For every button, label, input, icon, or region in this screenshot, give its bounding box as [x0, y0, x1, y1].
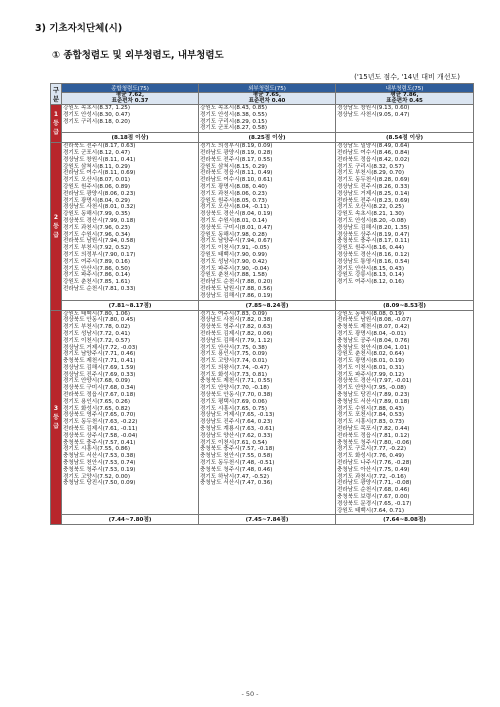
score-range: (8.18점 이상): [62, 133, 199, 143]
city-entry: 충청북도 충주시(7.57, -0.18): [200, 446, 275, 453]
score-range: (7.85~8.24점): [199, 300, 336, 310]
city-entry: 전라남도 순천시(7.81, 0.33): [63, 285, 136, 292]
city-entry: 경상북도 영주시(7.65, 0.70): [63, 412, 136, 419]
city-entry: 경상북도 안동시(7.80, 0.45): [63, 317, 136, 324]
city-entry: 경기도 수원시(7.96, 0.34): [63, 231, 131, 238]
city-entry: 충청남도 서산시(7.47, 0.36): [200, 480, 273, 487]
city-entry: 경상남도 김해시(7.69, 1.59): [63, 364, 136, 371]
city-entry: 경상남도 진주시(7.64, 0.23): [200, 419, 273, 426]
city-entry: 경기도 평택시(7.69, 0.06): [200, 398, 268, 405]
grade-label: 3 등 급: [51, 310, 62, 525]
grade-cell: [336, 105, 474, 133]
city-entry: 경기도 구리시(8.18, 0.20): [63, 118, 131, 125]
city-entry: 경상남도 거제시(7.65, -0.13): [200, 412, 275, 419]
city-entry: 경기도 용인시(7.65, 0.26): [63, 398, 131, 405]
city-entry: 강원도 동해시(7.98, 0.28): [200, 231, 268, 238]
city-entry: 강원도 태백시(7.64, 0.71): [337, 507, 405, 514]
city-entry: 강원도 원주시(8.16, 0.44): [337, 245, 405, 252]
city-entry: 경기도 동두천시(8.28, 0.69): [337, 177, 410, 184]
city-entry: 경기도 광명시(8.08, 0.40): [200, 183, 268, 190]
city-entry: 충청남도 공주시(8.04, 0.76): [337, 337, 410, 344]
city-entry: 전라남도 광양시(8.19, 0.28): [200, 149, 273, 156]
score-range: (8.25점 이상): [199, 133, 336, 143]
city-entry: 경기도 수원시(8.01, 0.14): [200, 217, 268, 224]
city-entry: 경기도 성남시(7.72, 0.41): [63, 330, 131, 337]
city-entry: 경기도 파주시(7.86, 0.14): [63, 272, 131, 279]
score-range: (7.45~7.84점): [199, 515, 336, 525]
city-entry: 충청남도 아산시(7.75, 0.49): [337, 466, 410, 473]
score-range: (7.81~8.17점): [62, 300, 199, 310]
range-row: [51, 300, 474, 310]
city-entry: 경기도 시흥시(7.83, 0.73): [337, 419, 405, 426]
city-entry: 전라남도 나주시(7.76, -0.28): [337, 460, 412, 467]
city-entry: 경상북도 경산시(8.16, 0.12): [337, 251, 410, 258]
city-entry: 강원도 춘천시(7.85, 1.61): [63, 279, 131, 286]
city-entry: 경기도 이천시(7.61, 0.54): [200, 439, 268, 446]
city-entry: 경기도 화성시(7.76, 0.49): [337, 453, 405, 460]
city-entry: 경기도 여주시(7.89, 0.16): [63, 258, 131, 265]
city-entry: 경기도 이천시(7.91, -0.05): [200, 245, 270, 252]
city-entry: 강원도 동해시(8.08, 0.19): [337, 310, 405, 317]
city-entry: 경상북도 구미시(7.68, 0.34): [63, 385, 136, 392]
city-entry: 경기도 구리시(8.32, 0.57): [337, 163, 405, 170]
city-entry: 충청남도 당진시(7.50, 0.09): [63, 480, 136, 487]
city-entry: 경기도 구로시(7.77, -0.22): [337, 446, 407, 453]
city-entry: 강원도 태백시(7.90, 0.99): [200, 251, 268, 258]
city-entry: 전라북도 전주시(8.23, 0.69): [337, 197, 410, 204]
city-entry: 경기도 오산시(8.22, 0.25): [337, 204, 405, 211]
city-entry: 충청남도 서산시(7.89, 0.18): [337, 398, 410, 405]
city-entry: 경상남도 김해시(8.20, 1.35): [337, 224, 410, 231]
city-entry: 경기도 안산시(7.86, 0.50): [63, 265, 131, 272]
city-entry: 경기도 의정부시(8.19, 0.09): [200, 143, 273, 150]
city-entry: 경기도 구리시(8.29, 0.15): [200, 118, 268, 125]
city-entry: 경기도 남양주시(7.94, 0.67): [200, 238, 273, 245]
grade-cell: [336, 310, 474, 515]
city-entry: 경기도 의정부시(7.90, 0.17): [63, 251, 136, 258]
city-entry: 전라북도 정읍시(7.81, 0.12): [337, 432, 410, 439]
city-entry: 충청북도 청주시(7.80, -0.06): [337, 439, 412, 446]
city-entry: 충청남도 천안시(8.04, 1.01): [337, 344, 410, 351]
range-row: [51, 515, 474, 525]
city-entry: 경상북도 경산시(8.04, 0.19): [200, 211, 273, 218]
city-entry: 충청북도 제천시(8.07, 0.42): [337, 324, 410, 331]
city-entry: 충청북도 제천시(7.71, 0.55): [200, 378, 273, 385]
city-entry: 전라북도 전주시(8.17, 0.63): [63, 143, 136, 150]
city-entry: 경상남도 밀양시(8.49, 0.64): [337, 143, 410, 150]
stats-total: 평균 7.62, 표준편차 0.37: [62, 93, 199, 105]
city-entry: 경기도 광명시(8.04, 0.29): [63, 197, 131, 204]
page-number: - 50 -: [241, 690, 259, 698]
city-entry: 충청북도 충주시(7.57, 0.41): [63, 439, 136, 446]
city-entry: 강원도 원주시(8.06, 0.89): [63, 183, 131, 190]
city-entry: 경기도 시흥시(7.55, 0.86): [63, 446, 131, 453]
city-entry: 경기도 포천시(7.84, 0.53): [337, 412, 405, 419]
city-entry: 경기도 과천시(7.72, -0.16): [337, 473, 407, 480]
city-entry: 경기도 안양시(7.68, 0.09): [63, 378, 131, 385]
city-entry: 강원도 속초시(8.43, 0.85): [200, 105, 268, 111]
city-entry: 경상남도 양산시(7.62, 0.33): [200, 432, 273, 439]
city-entry: 전라남도 광양시(8.06, 0.23): [63, 190, 136, 197]
grade-groups: [51, 105, 474, 525]
city-entry: 전라남도 여수시(8.46, 0.84): [337, 149, 410, 156]
city-entry: 경기도 부천시(8.29, 0.70): [337, 170, 405, 177]
city-entry: 충청남도 천안시(7.55, 0.58): [200, 453, 273, 460]
city-entry: 경기도 군포시(8.27, 0.58): [200, 125, 268, 132]
city-entry: 전라북도 전주시(8.17, 0.55): [200, 156, 273, 163]
city-entry: 경기도 이천시(8.01, 0.31): [337, 364, 405, 371]
city-entry: 경기도 과천시(8.06, 0.23): [200, 190, 268, 197]
city-entry: 전라남도 여수시(8.10, 0.61): [200, 177, 273, 184]
integrity-table: [50, 83, 474, 525]
city-entry: 전라남도 순천시(7.68, 0.46): [337, 487, 410, 494]
grade-cell: [199, 105, 336, 133]
sub-title: ① 종합청렴도 및 외부청렴도, 내부청렴도: [52, 50, 224, 61]
city-entry: 경상남도 창원시(9.13, 0.60): [337, 105, 410, 111]
city-entry: 전라북도 정읍시(7.67, 0.18): [63, 392, 136, 399]
city-entry: 경기도 안산시(8.15, 0.43): [337, 265, 405, 272]
city-entry: 전라북도 남원시(8.08, -0.07): [337, 317, 412, 324]
city-entry: 경상북도 상주시(8.19, 0.47): [337, 231, 410, 238]
city-entry: 경상남도 진주시(8.26, 0.33): [337, 183, 410, 190]
city-entry: 강원도 태백시(7.80, 1.06): [63, 310, 131, 317]
city-entry: 경기도 부천시(7.92, 0.52): [63, 245, 131, 252]
column-header-total: 종합청렴도(75): [62, 84, 199, 93]
city-entry: 경기도 여주시(8.12, 0.16): [337, 279, 405, 286]
city-entry: 경기도 이천시(7.72, 0.57): [63, 337, 131, 344]
city-entry: 경상남도 거제시(7.72, -0.03): [63, 344, 138, 351]
city-entry: 경기도 수원시(7.88, 0.43): [337, 405, 405, 412]
city-entry: 강원도 삼척시(8.11, 0.29): [63, 163, 131, 170]
city-entry: 전라남도 목포시(7.82, 0.44): [337, 426, 410, 433]
city-entry: 경기도 파주시(7.99, 0.12): [337, 371, 405, 378]
city-entry: 경상남도 거제시(8.25, 0.14): [337, 190, 410, 197]
city-entry: 경기도 남양주시(7.71, 0.46): [63, 351, 136, 358]
city-entry: 경상남도 진주시(7.69, 0.33): [63, 371, 136, 378]
grade-cell: [199, 143, 336, 300]
city-entry: 경상북도 상주시(7.58, -0.04): [63, 432, 138, 439]
city-entry: 경상북도 안동시(7.70, 0.38): [200, 392, 273, 399]
city-entry: 경상남도 창원시(8.11, 0.41): [63, 156, 136, 163]
city-entry: 경상남도 사천시(8.01, 0.32): [63, 204, 136, 211]
city-entry: 충청북도 청주시(7.53, 0.19): [63, 466, 136, 473]
grade-cell: [62, 105, 199, 133]
city-entry: 전라북도 김제시(7.82, 0.06): [200, 330, 273, 337]
city-entry: 경기도 부천시(7.78, 0.02): [63, 324, 131, 331]
city-entry: 경기도 오산시(8.07, 0.01): [63, 177, 131, 184]
city-entry: 전라남도 순천시(7.88, 0.20): [200, 279, 273, 286]
city-entry: 강원도 강릉시(8.13, 0.14): [337, 272, 405, 279]
column-header-internal: 내부청렴도(75): [336, 84, 474, 93]
city-entry: 경기도 안양시(7.70, -0.18): [200, 385, 270, 392]
city-entry: 충청북도 충주시(8.17, 0.11): [337, 238, 410, 245]
city-entry: 경기도 과천시(7.96, 0.23): [63, 224, 131, 231]
score-note: ('15년도 점수, '14년 대비 개선도): [354, 73, 460, 81]
city-entry: 충청북도 제천시(7.71, 0.41): [63, 358, 136, 365]
city-entry: 경상북도 경산시(7.99, 0.18): [63, 217, 136, 224]
city-entry: 경상남도 통영시(8.16, 0.54): [337, 258, 410, 265]
city-entry: 전라북도 정읍시(8.42, 0.02): [337, 156, 410, 163]
city-entry: 경기도 여주시(7.83, 0.09): [200, 310, 268, 317]
city-entry: 경기도 동두천시(7.48, -0.51): [200, 460, 275, 467]
stats-external: 평균 7.65, 표준편차 0.40: [199, 93, 336, 105]
city-entry: 충청북도 보령시(7.67, 0.00): [337, 494, 410, 501]
column-header-external: 외부청렴도(75): [199, 84, 336, 93]
city-entry: 전라북도 남원시(7.88, 0.56): [200, 285, 273, 292]
score-range: (8.54점 이상): [336, 133, 474, 143]
city-entry: 경기도 의왕시(7.74, -0.47): [200, 364, 270, 371]
grade-row: [51, 143, 474, 300]
grade-cell: [199, 310, 336, 515]
city-entry: 경기도 안성시(8.20, -0.08): [337, 217, 407, 224]
city-entry: 경상남도 김해시(7.79, 1.12): [200, 337, 273, 344]
city-entry: 경상북도 문경시(7.65, -0.17): [337, 500, 412, 507]
city-entry: 충청북도 청주시(7.48, 0.46): [200, 466, 273, 473]
city-entry: 경기도 시흥시(7.65, 0.75): [200, 405, 268, 412]
city-entry: 경기도 화성시(7.73, 0.81): [200, 371, 268, 378]
city-entry: 경기도 성남시(7.90, 0.42): [200, 258, 268, 265]
city-entry: 경기도 안양시(7.95, -0.08): [337, 385, 407, 392]
city-entry: 경상남도 사천시(7.82, 0.38): [200, 317, 273, 324]
city-entry: 전라남도 여수시(8.11, 0.69): [63, 170, 136, 177]
city-entry: 경기도 안성시(8.38, 0.55): [200, 111, 268, 118]
city-entry: 경상남도 김해시(7.86, 0.19): [200, 292, 273, 299]
grade-label: 1 등 급: [51, 105, 62, 143]
city-entry: 경상북도 구미시(8.01, 0.47): [200, 224, 273, 231]
city-entry: 충청남도 서산시(7.53, 0.38): [63, 453, 136, 460]
score-range: (7.44~7.80점): [62, 515, 199, 525]
grade-cell: [62, 143, 199, 300]
side-header: 구분: [51, 84, 62, 105]
city-entry: 경기도 고양시(7.52, 0.00): [63, 473, 131, 480]
city-entry: 경상북도 경산시(7.97, -0.01): [337, 378, 412, 385]
city-entry: 강원도 속초시(8.21, 1.30): [337, 211, 405, 218]
city-entry: 경상남도 사천시(9.05, 0.47): [337, 111, 410, 118]
city-entry: 전라남도 광양시(7.71, -0.08): [337, 480, 412, 487]
grade-label: 2 등 급: [51, 143, 62, 310]
city-entry: 전라북도 김제시(7.61, -0.11): [63, 426, 138, 433]
city-entry: 경기도 광명시(8.01, 0.19): [337, 358, 405, 365]
city-entry: 경기도 군포시(8.12, 0.47): [63, 149, 131, 156]
grade-row: [51, 105, 474, 133]
grade-cell: [336, 143, 474, 300]
city-entry: 경기도 안성시(8.30, 0.47): [63, 111, 131, 118]
city-entry: 강원도 동해시(7.99, 0.35): [63, 211, 131, 218]
city-entry: 전라북도 정읍시(8.11, 0.49): [200, 170, 273, 177]
city-entry: 경기도 파주시(7.90, -0.04): [200, 265, 270, 272]
score-range: (7.64~8.08점): [336, 515, 474, 525]
city-entry: 경기도 용인시(7.75, 0.09): [200, 351, 268, 358]
score-range: (8.09~8.53점): [336, 300, 474, 310]
section-title: 3) 기초자치단체(시): [35, 23, 123, 34]
city-entry: 강원도 속초시(8.37, 1.25): [63, 105, 131, 111]
city-entry: 경기도 안산시(7.75, 0.38): [200, 344, 268, 351]
city-entry: 충청남도 당진시(7.89, 0.23): [337, 392, 410, 399]
city-entry: 경상북도 영주시(7.82, 0.63): [200, 324, 273, 331]
city-entry: 경기도 하남시(7.47, -0.52): [200, 473, 270, 480]
city-entry: 경기도 고양시(7.74, 0.01): [200, 358, 268, 365]
city-entry: 강원도 춘천시(7.88, 1.58): [200, 272, 268, 279]
city-entry: 경기도 오산시(8.04, -0.11): [200, 204, 270, 211]
grade-cell: [62, 310, 199, 515]
city-entry: 경기도 화성시(7.65, 0.82): [63, 405, 131, 412]
city-entry: 경기도 동두천시(7.63, -0.22): [63, 419, 138, 426]
city-entry: 충청남도 계룡시(7.63, -0.61): [200, 426, 275, 433]
city-entry: 충청남도 천안시(7.53, 0.74): [63, 460, 136, 467]
city-entry: 강원도 춘천시(8.02, 0.64): [337, 351, 405, 358]
city-entry: 전라북도 남원시(7.94, 0.58): [63, 238, 136, 245]
grade-row: [51, 310, 474, 515]
city-entry: 경기도 광명시(8.04, -0.01): [337, 330, 407, 337]
stats-internal: 평균 7.86, 표준편차 0.45: [336, 93, 474, 105]
city-entry: 강원도 원주시(8.05, 0.73): [200, 197, 268, 204]
stats-row: [51, 93, 474, 105]
range-row: [51, 133, 474, 143]
city-entry: 강원도 삼척시(8.15, 0.29): [200, 163, 268, 170]
